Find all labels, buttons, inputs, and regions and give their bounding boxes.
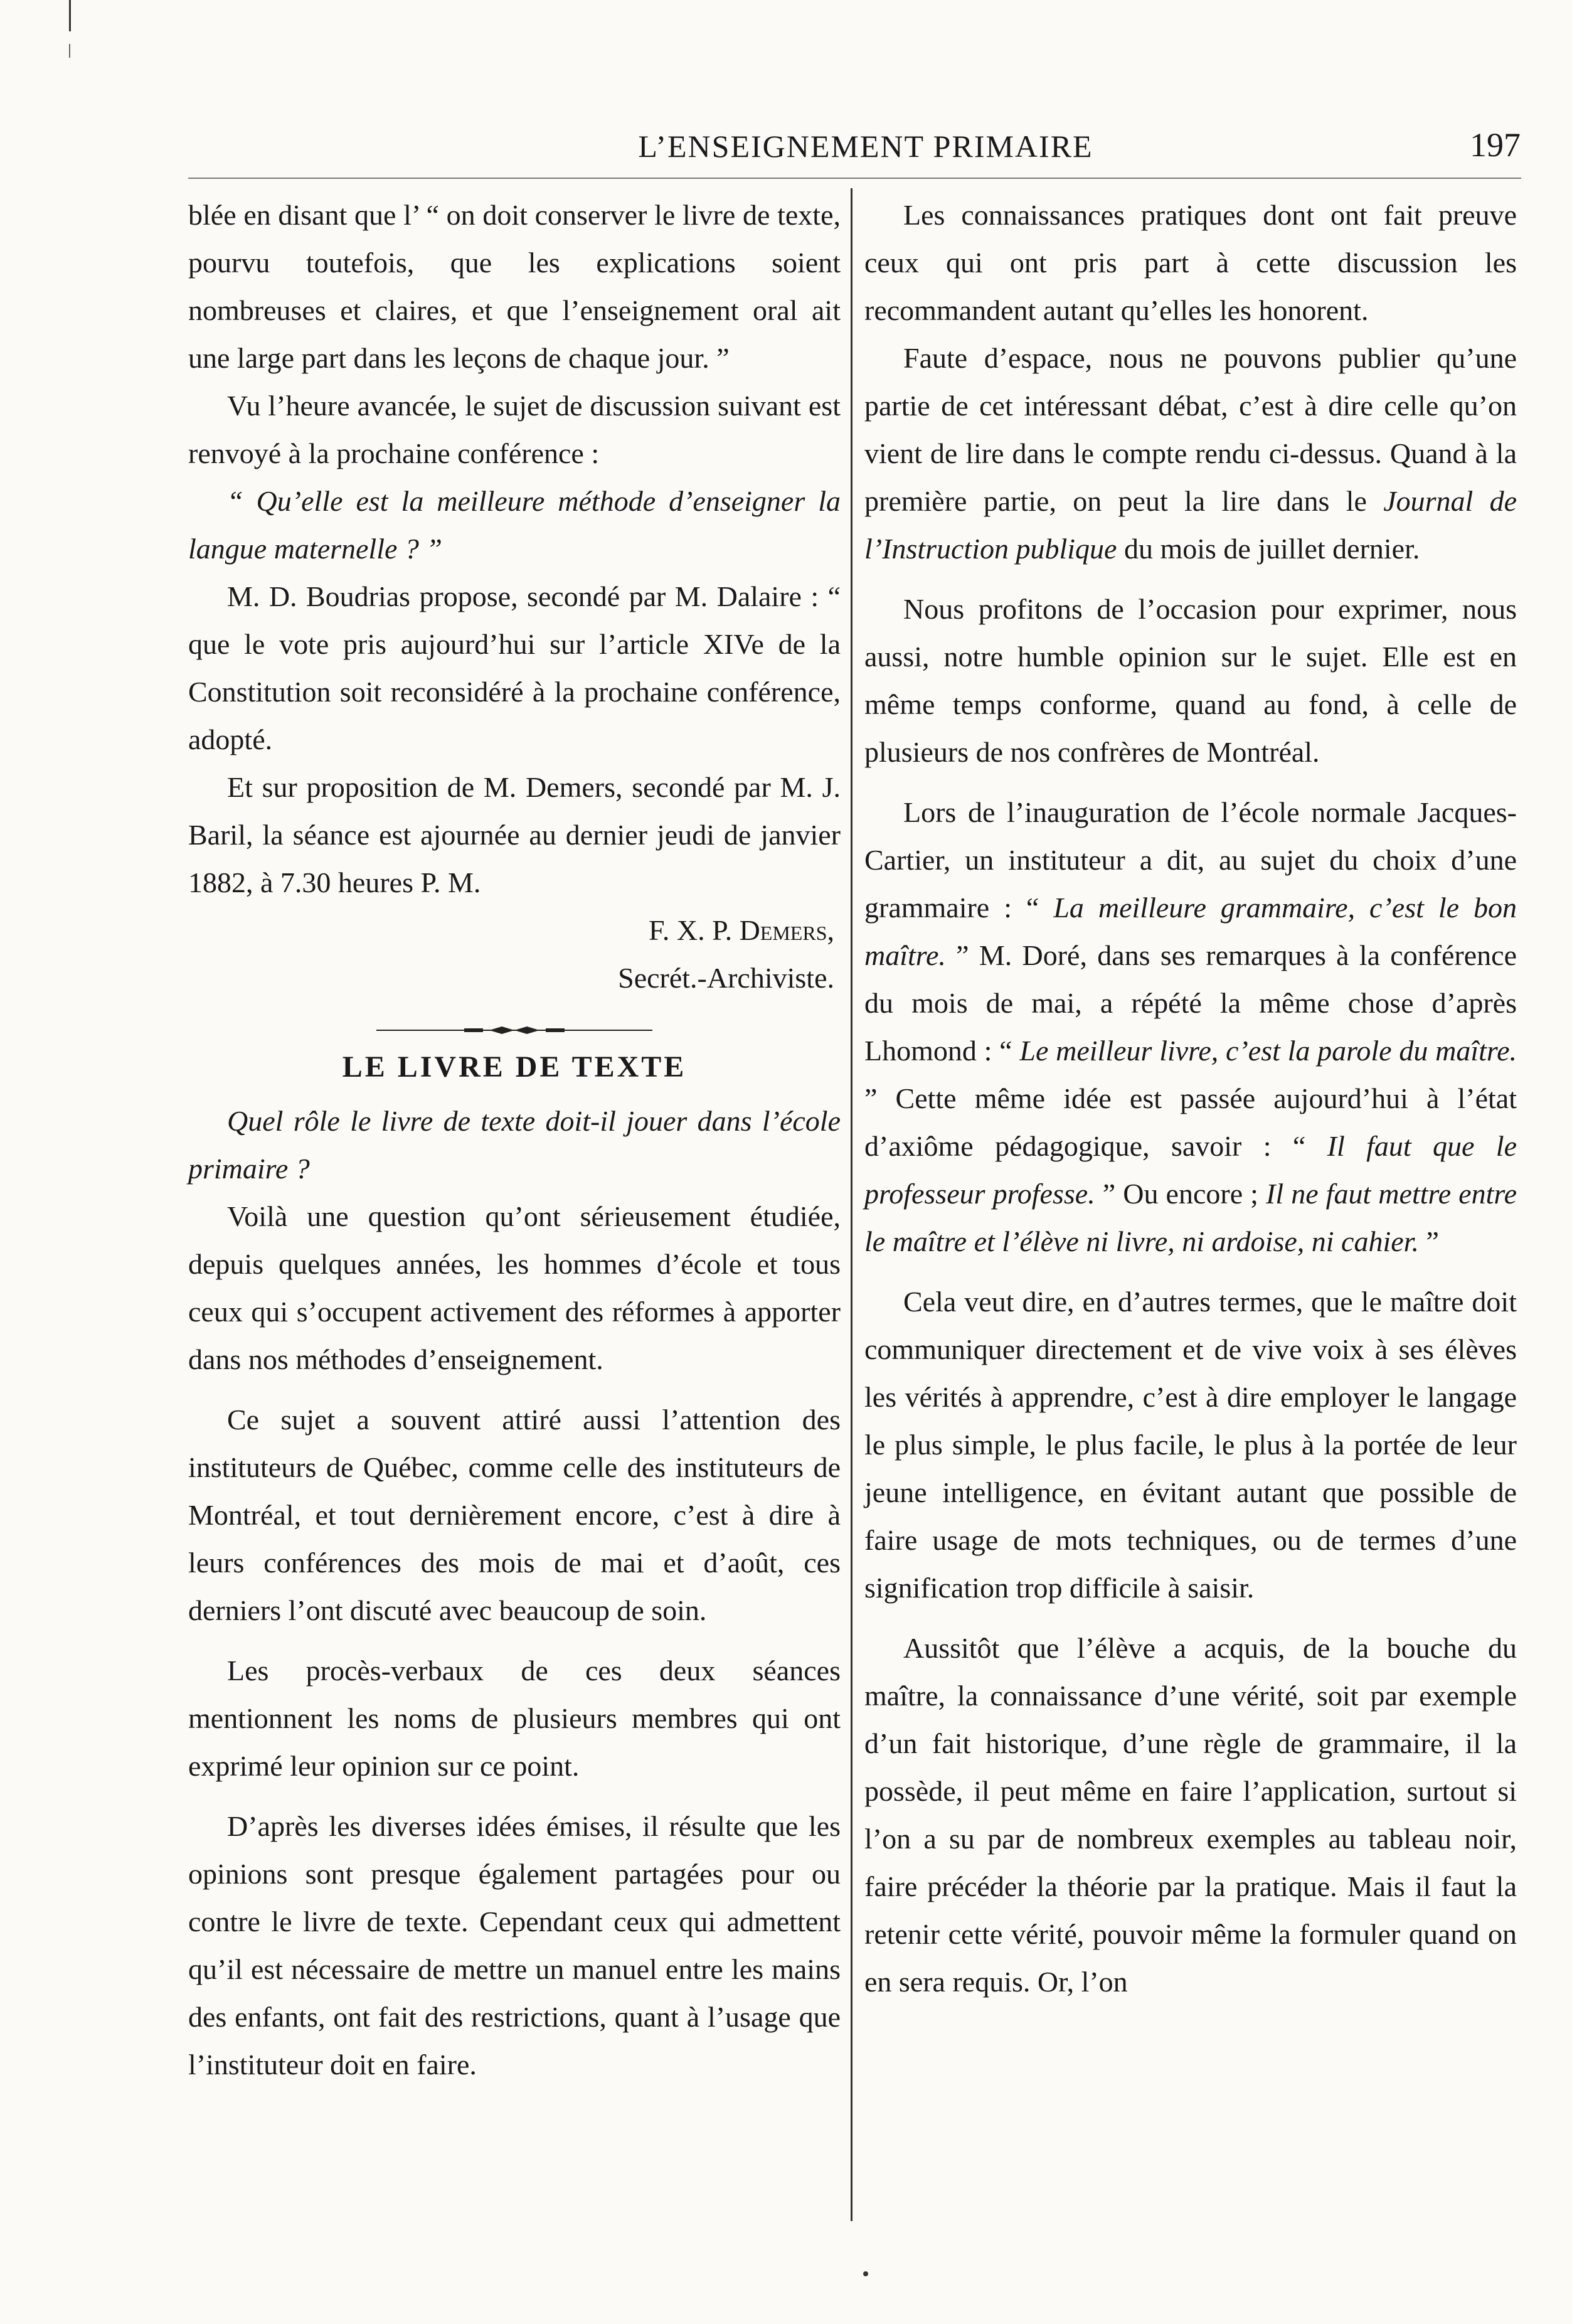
paragraph: Vu l’heure avancée, le sujet de discussion suivant est renvoyé à la prochaine conférence : [188,390,841,469]
paragraph: Lors de l’inauguration de l’école normale Jacques-Cartier, un instituteur a dit, au sujet du choix d’une grammaire : “ La meilleure grammaire, c’est le bon maître. ” M. Doré, dans ses remarques à la conférence du mois de mai, a répété la même chose d’après Lhomond : “ Le meilleur livre, c’est la parole du maître. ” Cette même idée est passée aujourd’hui à l’état d’axiôme pédagogique, savoir : “ Il faut que le professeur professe. ” Ou encore ; Il ne faut mettre entre le maître et l’élève ni livre, ni ardoise, ni cahier. ” [864,796,1517,1257]
quote: Il ne faut mettre entre le maître et l’élève ni livre, ni ardoise, ni cahier. [864,1178,1517,1257]
header-rule [188,178,1521,179]
quoted-topic: “ Qu’elle est la meilleure méthode d’enseigner la langue maternelle ? ” [188,485,841,565]
column-divider [851,188,852,2221]
right-column [864,191,1517,2006]
signature-role: Secrét.-Archiviste. [618,962,834,994]
journal-reference: Journal de l’Instruction publique [864,485,1517,565]
quote: La meilleure grammaire, c’est le bon maître. [864,892,1517,971]
ink-speck [863,2271,868,2276]
paragraph: Faute d’espace, nous ne pouvons publier qu’une partie de cet intéressant débat, c’est à dire celle qu’on vient de lire dans le compte rendu ci-dessus. Quand à la première partie, on peut la lire dans le Journal de l’Instruction publique du mois de juillet dernier. [864,342,1517,565]
signature-name: F. X. P. Demers, [648,914,834,946]
paragraph: Les connaissances pratiques dont ont fait preuve ceux qui ont pris part à cette discussion les recommandent autant qu’elles les honorent. [864,199,1517,326]
quote: Il faut que le professeur professe. [864,1130,1517,1210]
paragraph: Voilà une question qu’ont sérieusement étudiée, depuis quelques années, les hommes d’école et tous ceux qui s’occupent activement des réformes à apporter dans nos méthodes d’enseignement. [188,1200,841,1375]
margin-mark [69,0,71,31]
left-column [188,191,841,2089]
journal-title: L’ENSEIGNEMENT PRIMAIRE [638,129,1093,164]
paragraph: blée en disant que l’ “ on doit conserver le livre de texte, pourvu toutefois, que les explications soient nombreuses et claires, et que l’enseignement oral ait une large part dans les leçons de chaque jour. ” [188,199,841,374]
paragraph: D’après les diverses idées émises, il résulte que les opinions sont presque également partagées pour ou contre le livre de texte. Cependant ceux qui admettent qu’il est nécessaire de mettre un manuel entre les mains des enfants, ont fait des restrictions, quant à l’usage que l’instituteur doit en faire. [188,1810,841,2081]
paragraph: Les procès-verbaux de ces deux séances mentionnent les noms de plusieurs membres qui ont exprimé leur opinion sur ce point. [188,1655,841,1782]
ornament-divider [376,1026,652,1035]
paragraph: Ce sujet a souvent attiré aussi l’attention des instituteurs de Québec, comme celle des instituteurs de Montréal, et tout dernièrement encore, c’est à dire à leurs conférences des mois de mai et d’août, ces derniers l’ont discuté avec beaucoup de soin. [188,1404,841,1626]
paragraph: Et sur proposition de M. Demers, secondé par M. J. Baril, la séance est ajournée au dernier jeudi de janvier 1882, à 7.30 heures P. M. [188,771,841,898]
section-title: LE LIVRE DE TEXTE [342,1050,687,1084]
section-question: Quel rôle le livre de texte doit-il jouer dans l’école primaire ? [188,1105,841,1185]
paragraph: Cela veut dire, en d’autres termes, que le maître doit communiquer directement et de vive voix à ses élèves les vérités à apprendre, c’est à dire employer le langage le plus simple, le plus facile, le plus à la portée de leur jeune intelligence, en évitant autant que possible de faire usage de mots techniques, ou de termes d’une signification trop difficile à saisir. [864,1286,1517,1604]
paragraph: M. D. Boudrias propose, secondé par M. Dalaire : “ que le vote pris aujourd’hui sur l’article XIVe de la Constitution soit reconsidéré à la prochaine conférence, adopté. [188,580,841,755]
page-number: 197 [1470,126,1521,164]
margin-mark [69,44,70,58]
running-header [188,123,1543,173]
paragraph: Nous profitons de l’occasion pour exprimer, nous aussi, notre humble opinion sur le sujet. Elle est en même temps conforme, quand au fond, à celle de plusieurs de nos confrères de Montréal. [864,593,1517,768]
quote: Le meilleur livre, c’est la parole du maître. [1019,1035,1517,1067]
paragraph: Aussitôt que l’élève a acquis, de la bouche du maître, la connaissance d’une vérité, soit par exemple d’un fait historique, d’une règle de grammaire, il la possède, il peut même en faire l’application, surtout si l’on a su par de nombreux exemples au tableau noir, faire précéder la théorie par la pratique. Mais il faut la retenir cette vérité, pouvoir même la formuler quand on en sera requis. Or, l’on [864,1632,1517,1998]
